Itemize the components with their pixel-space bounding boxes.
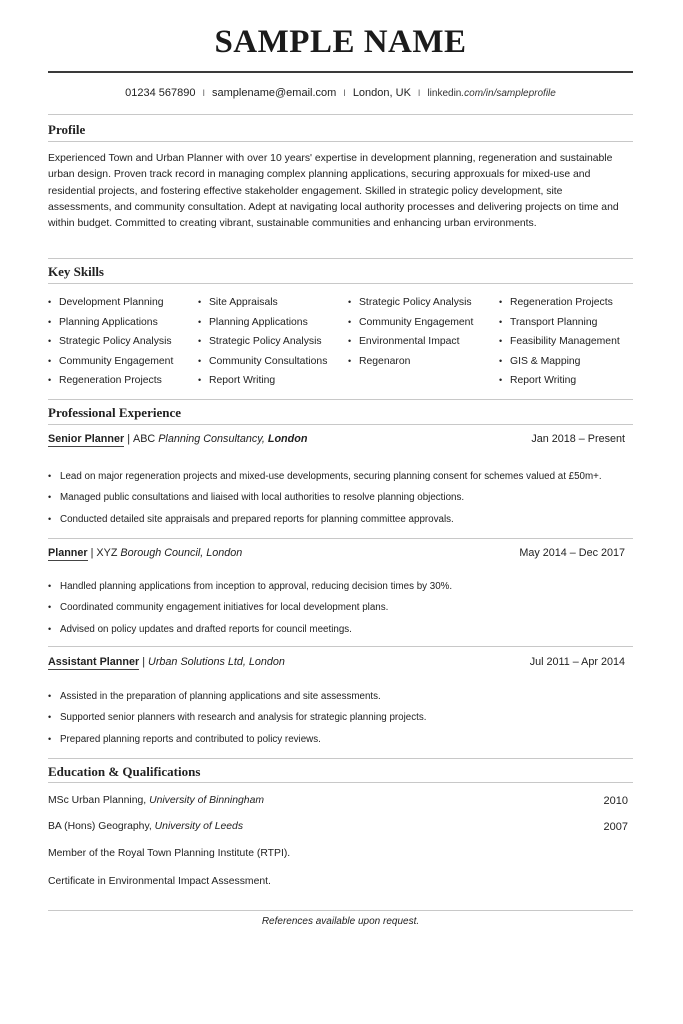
job-bullets [48,686,633,750]
separator: I [417,88,421,98]
certificate-item: Certificate in Environmental Impact Assessment. [48,876,271,887]
profile-summary: Experienced Town and Urban Planner with over 10 years' expertise in development planning, regeneration and sustainable urban design. Proven track record in managing complex planning applications, securing approxuals for mixed-use and residential projects, and fostering effective stakeholder engagement. Skilled in strategic policy development, site assessments, and community consultation. Adept at navigating local authority processes and delivering projects on time and within budget. Committed to creating vibrant, sustainable communities and enhancing urban ervironments. [48,153,619,230]
skills-column-2 [198,293,327,391]
skill-item: • Report Writing [499,375,577,387]
education-year: 2007 [603,821,628,833]
contact-line [48,87,633,99]
skill-item: • Regeneration Projects [48,375,162,387]
email-link[interactable]: samplename@email.com [212,87,337,99]
skill-item: • Strategic Policy Analysis [348,297,472,308]
job-dates: Jan 2018 – Present [531,433,625,445]
phone-number: 01234 567890 [125,87,196,99]
job-title: Assistant Planner [48,656,140,668]
skill-item: • Strategic Policy Analysis [48,336,172,348]
skill-item: • Strategic Policy Analysis [198,336,322,348]
bullet-item: • Managed public consultations and liaised with local authorities to resolve planning objections. [48,492,465,504]
section-title-skills: Key Skills [48,264,104,279]
skill-item: • Environmental Impact [348,336,460,348]
membership-item: Member of the Royal Town Planning Institute (RTPI). [48,848,291,859]
skill-item: • Report Writing [198,375,276,387]
skill-item: • Site Appraisals [198,297,278,308]
skill-item: • Transport Planning [499,316,598,328]
pipe-separator: | [127,433,131,445]
skill-item: • Development Planning [48,297,164,308]
bullet-item: • Coordinated community engagement initiatives for local development plans. [48,602,389,614]
divider [48,782,633,783]
separator: I [202,88,206,98]
location: London, UK [352,87,411,99]
job-dates: Jul 2011 – Apr 2014 [529,656,625,668]
job-header [48,656,625,668]
section-title-education: Education & Qualifications [48,764,201,779]
bullet-item: • Conducted detailed site appraisals and prepared reports for planning committee approvals. [48,513,454,525]
skill-item: • GIS & Mapping [499,355,581,367]
bullet-item: • Supported senior planners with research and analysis for strategic planning projects. [48,712,427,724]
job-header [48,547,625,559]
job-bullets [48,466,633,530]
linkedin-link[interactable]: linkedin.com/in/sampleprofile [427,88,556,99]
education-item: BA (Hons) Geography, University of Leeds 2007 [48,821,628,833]
skill-item: • Regeneration Projects [499,297,613,308]
section-title-profile: Profile [48,122,86,137]
divider [48,910,633,911]
job-bullets [48,576,633,640]
skill-item: • Community Consultations [198,355,328,367]
bullet-item: • Handled planning applications from inception to approval, reducing decision times by 30%. [48,581,453,592]
skill-item: • Planning Applications [198,316,308,328]
education-year: 2010 [603,795,628,807]
pipe-separator: | [142,656,146,668]
skills-column-1 [48,293,173,391]
skills-column-3 [348,293,473,371]
bullet-item: • Advised on policy updates and drafted reports for council meetings. [48,623,352,635]
bullet-item: • Assisted in the preparation of planning applications and site assessments. [48,691,381,702]
job-header [48,433,625,445]
job-organization: ABC Planning Consultancy, London [133,433,308,445]
skill-item: • Feasibility Management [499,336,620,348]
section-title-experience: Professional Experience [48,405,181,420]
skill-item: • Regenaron [348,355,411,367]
skill-item: • Community Engagement [48,355,174,367]
references-note: References available upon request. [261,916,420,927]
job-organization: XYZ Borough Council, London [96,547,243,559]
divider [48,758,633,759]
job-dates: May 2014 – Dec 2017 [519,547,625,559]
divider [48,141,633,142]
divider [48,538,633,539]
job-title: Planner [48,547,88,559]
header-divider [48,71,633,73]
skill-item: • Community Engagement [348,316,474,328]
divider [48,424,633,425]
separator: I [343,88,346,98]
divider [48,399,633,400]
bullet-item: • Lead on major regeneration projects and mixed-use developments, securing planning consent for schemes valued at £50m+. [48,471,602,482]
education-item: MSc Urban Planning, University of Binningham 2010 [48,795,628,807]
divider [48,283,633,284]
job-title: Senior Planner [48,433,125,445]
job-organization: Urban Solutions Ltd, London [148,656,285,668]
pipe-separator: | [90,547,94,559]
skill-item: • Planning Applications [48,316,158,328]
divider [48,646,633,647]
bullet-item: • Prepared planning reports and contributed to policy reviews. [48,733,321,745]
candidate-name: SAMPLE NAME [214,24,467,60]
skills-column-4 [499,293,620,391]
divider [48,114,633,115]
divider [48,258,633,259]
